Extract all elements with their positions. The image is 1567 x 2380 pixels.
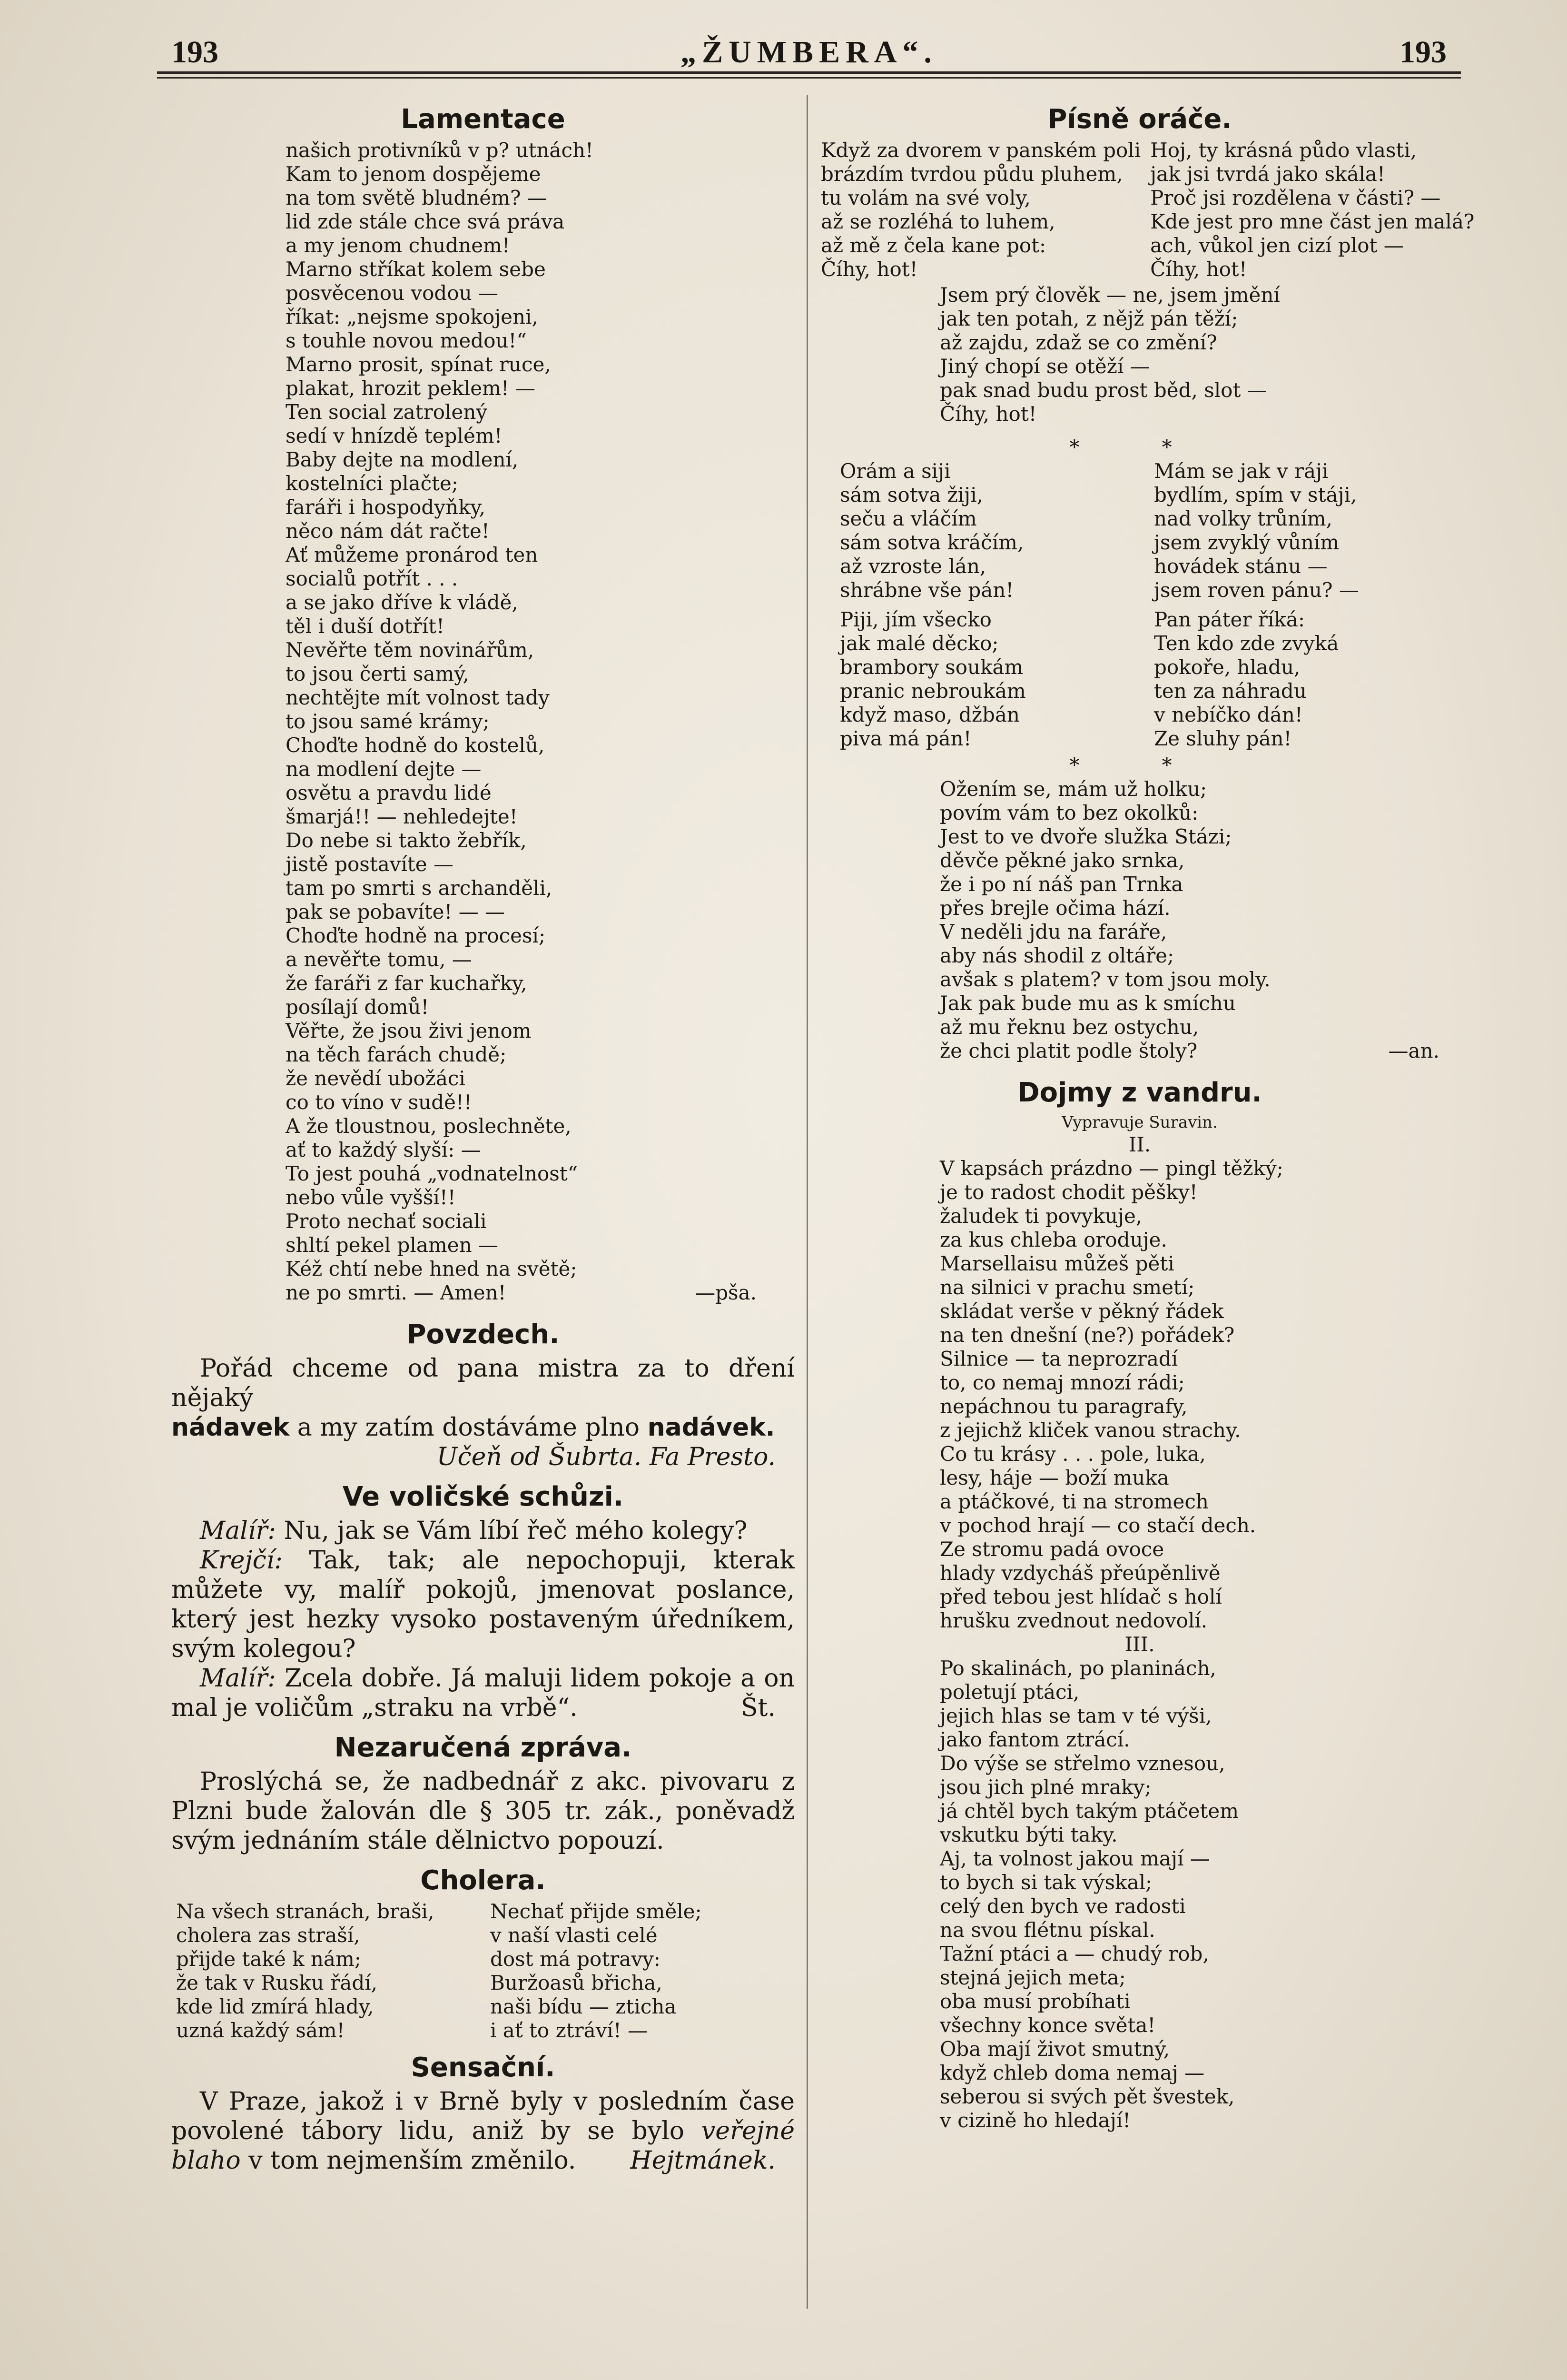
poem-column bbox=[821, 139, 1141, 281]
poem-two-columns bbox=[171, 1900, 795, 2043]
newspaper-title: „ŽUMBERA“. bbox=[680, 35, 937, 69]
verse-line: i ať to ztráví! — bbox=[490, 2019, 648, 2042]
poem-column bbox=[1150, 139, 1474, 281]
poem-column bbox=[1154, 608, 1459, 751]
verse-line: avšak s platem? v tom jsou moly. bbox=[940, 968, 1271, 991]
article-lamentace bbox=[171, 104, 795, 1305]
verse-line: bydlím, spím v stáji, bbox=[1154, 483, 1357, 506]
verse-line: já chtěl bych takým ptáčetem bbox=[940, 1799, 1239, 1823]
verse-line: a ptáčkové, ti na stromech bbox=[940, 1490, 1209, 1513]
verse-line: sedí v hnízdě teplém! bbox=[286, 424, 503, 447]
article-signature: Učeň od Šubrta. Fa Presto. bbox=[436, 1443, 776, 1471]
article-signature: Hejtmánek. bbox=[630, 2146, 776, 2175]
verse-line: Hoj, ty krásná půdo vlasti, bbox=[1150, 139, 1417, 162]
poem-two-columns bbox=[821, 139, 1475, 281]
verse-line: říkat: „nejsme spokojeni, bbox=[286, 305, 538, 328]
verse-line: že faráři z far kuchařky, bbox=[286, 972, 527, 995]
verse-line: A že tloustnou, poslechněte, bbox=[286, 1114, 572, 1138]
verse-line: Proč jsi rozdělena v části? — bbox=[1150, 186, 1441, 209]
article-byline: Vypravuje Suravin. bbox=[1062, 1113, 1218, 1132]
verse-line: posvěcenou vodou — bbox=[286, 281, 499, 305]
verse-line: uzná každý sám! bbox=[176, 2019, 345, 2042]
verse-line: nebo vůle vyšší!! bbox=[286, 1186, 456, 1209]
text-run: V Praze, jakož i v Brně byly v posledním čase povolené tábory lidu, aniž by se bylo bbox=[171, 2087, 795, 2145]
header-rule bbox=[157, 71, 1461, 74]
verse-line: osvětu a pravdu lidé bbox=[286, 781, 492, 804]
article-title: Cholera. bbox=[420, 1865, 546, 1896]
article-title: Nezaručená zpráva. bbox=[334, 1732, 632, 1763]
poem-body bbox=[821, 1157, 1459, 1633]
verse-line: před tebou jest hlídač s holí bbox=[940, 1585, 1222, 1608]
verse-line: že i po ní náš pan Trnka bbox=[940, 873, 1183, 896]
verse-line: našich protivníků v p? utnách! bbox=[286, 139, 593, 162]
verse-line: Marno prosit, spínat ruce, bbox=[286, 353, 551, 376]
article-sensacni bbox=[171, 2052, 795, 2175]
paragraph bbox=[171, 1413, 795, 1442]
verse-line: Ten social zatrolený bbox=[286, 400, 488, 424]
verse-line: ať to každý slyší: — bbox=[286, 1138, 481, 1161]
verse-line: všechny konce světa! bbox=[940, 2013, 1156, 2037]
verse-line: až vzroste lán, bbox=[840, 555, 986, 578]
verse-line: Jest to ve dvoře služka Stázi; bbox=[940, 825, 1232, 848]
verse-line: Tažní ptáci a — chudý rob, bbox=[940, 1942, 1209, 1965]
verse-line: když chleb doma nemaj — bbox=[940, 2061, 1205, 2084]
verse-line: Do výše se střelmo vznesou, bbox=[940, 1752, 1225, 1775]
verse-line: sám sotva žiji, bbox=[840, 483, 983, 506]
verse-line: cholera zas straší, bbox=[176, 1924, 360, 1947]
dialogue-line bbox=[171, 1664, 795, 1723]
verse-line: Piji, jím všecko bbox=[840, 608, 992, 631]
paragraph: Proslýchá se, že nadbednář z akc. pivovaru z Plzni bude žalován dle § 305 tr. zák., poněvadž svým jednáním stále dělnictvo popouzí. bbox=[171, 1767, 795, 1855]
bold-word: nadávek. bbox=[647, 1413, 775, 1442]
verse-line: Silnice — ta neprozradí bbox=[940, 1347, 1178, 1370]
verse-line: Ožením se, mám už holku; bbox=[940, 777, 1207, 801]
verse-line: že tak v Rusku řádí, bbox=[176, 1971, 377, 1994]
verse-line: nepáchnou tu paragrafy, bbox=[940, 1395, 1188, 1418]
article-pisne-orace bbox=[821, 104, 1475, 1063]
article-title: Písně oráče. bbox=[1047, 104, 1232, 135]
poem-column bbox=[840, 459, 1144, 602]
verse-line: plakat, hrozit peklem! — bbox=[286, 377, 536, 400]
speaker: Malíř: bbox=[200, 1517, 276, 1545]
verse-line: s touhle novou medou!“ bbox=[286, 329, 527, 352]
verse-line: jsem zvyklý vůním bbox=[1154, 531, 1340, 554]
text-run: a my zatím dostáváme plno bbox=[289, 1413, 648, 1442]
verse-line: Proto nechať sociali bbox=[286, 1210, 487, 1233]
verse-line: Pan páter říká: bbox=[1154, 608, 1305, 631]
section-number: III. bbox=[1124, 1633, 1155, 1656]
verse-line: to jsou samé krámy; bbox=[286, 710, 490, 733]
poem-two-columns bbox=[821, 608, 1459, 751]
section-divider: * * bbox=[1069, 754, 1210, 777]
verse-line: Buržoasů břicha, bbox=[490, 1971, 662, 1994]
verse-line: Věřte, že jsou živi jenom bbox=[286, 1019, 532, 1042]
verse-line: Choďte hodně do kostelů, bbox=[286, 734, 545, 757]
verse-line: Ten kdo zde zvyká bbox=[1154, 632, 1339, 655]
article-signature: —pša. bbox=[695, 1281, 757, 1304]
verse-line: ne po smrti. — Amen! bbox=[286, 1281, 506, 1304]
article-signature: Št. bbox=[740, 1694, 776, 1722]
verse-line: Na všech stranách, braši, bbox=[176, 1900, 434, 1923]
verse-line: těl i duší dotřít! bbox=[286, 615, 444, 638]
verse-line: Oba mají život smutný, bbox=[940, 2037, 1170, 2061]
column-divider bbox=[807, 95, 808, 2309]
verse-line: Mám se jak v ráji bbox=[1154, 459, 1329, 483]
verse-line: V kapsách prázdno — pingl těžký; bbox=[940, 1157, 1283, 1180]
verse-line: jak ten potah, z nějž pán těží; bbox=[940, 307, 1238, 330]
verse-line: seču a vláčím bbox=[840, 507, 977, 530]
poem-column bbox=[840, 608, 1144, 751]
article-povzdech bbox=[171, 1319, 795, 1472]
page-number-right: 193 bbox=[1399, 35, 1447, 69]
verse-line: brambory soukám bbox=[840, 655, 1024, 679]
verse-line: z jejichž kliček vanou strachy. bbox=[940, 1418, 1241, 1442]
verse-line: Jak pak bude mu as k smíchu bbox=[940, 992, 1236, 1015]
verse-line: Číhy, hot! bbox=[1150, 258, 1247, 281]
verse-line: Orám a siji bbox=[840, 459, 951, 483]
verse-line: naši bídu — zticha bbox=[490, 1995, 677, 2018]
verse-line: v cizině ho hledají! bbox=[940, 2109, 1131, 2132]
article-cholera bbox=[171, 1865, 795, 2043]
speech: Zcela dobře. Já maluji lidem pokoje a on mal je voličům „straku na vrbě“. bbox=[171, 1664, 795, 1722]
verse-line: Ať můžeme pronárod ten bbox=[286, 543, 538, 566]
verse-line: až mě z čela kane pot: bbox=[821, 234, 1046, 257]
verse-line: lid zde stále chce svá práva bbox=[286, 210, 565, 233]
article-title: Dojmy z vandru. bbox=[1017, 1077, 1262, 1108]
verse-line: je to radost chodit pěšky! bbox=[940, 1180, 1198, 1204]
article-body bbox=[171, 1767, 795, 1855]
verse-line: shrábne vše pán! bbox=[840, 578, 1014, 602]
verse-line: na silnici v prachu smetí; bbox=[940, 1276, 1195, 1299]
verse-line: Kam to jenom dospějeme bbox=[286, 162, 541, 186]
verse-line: povím vám to bez okolků: bbox=[940, 801, 1199, 824]
verse-line: tu volám na své voly, bbox=[821, 186, 1031, 209]
verse-line: když maso, džbán bbox=[840, 703, 1020, 726]
verse-line: Nevěřte těm novinářům, bbox=[286, 638, 534, 662]
verse-line: celý den bych ve radosti bbox=[940, 1894, 1186, 1918]
verse-line: vskutku býti taky. bbox=[940, 1823, 1118, 1846]
article-body bbox=[171, 2087, 795, 2175]
verse-line: nad volky trůním, bbox=[1154, 507, 1332, 530]
verse-line: jak jsi tvrdá jako skála! bbox=[1150, 162, 1385, 186]
verse-line: až mu řeknu bez ostychu, bbox=[940, 1015, 1199, 1039]
bold-word: nádavek bbox=[171, 1413, 290, 1442]
article-title: Lamentace bbox=[401, 104, 565, 135]
verse-line: co to víno v sudě!! bbox=[286, 1091, 472, 1114]
verse-line: Marsellaisu můžeš pěti bbox=[940, 1252, 1174, 1275]
verse-line: a nevěřte tomu, — bbox=[286, 948, 472, 971]
verse-line: za kus chleba oroduje. bbox=[940, 1228, 1167, 1251]
verse-line: aby nás shodil z oltáře; bbox=[940, 944, 1174, 967]
verse-line: v naší vlasti celé bbox=[490, 1924, 658, 1947]
section-number: II. bbox=[1128, 1133, 1151, 1156]
poem-column bbox=[490, 1900, 795, 2043]
verse-line: hrušku zvednout nedovolí. bbox=[940, 1609, 1208, 1632]
verse-line: na ten dnešní (ne?) pořádek? bbox=[940, 1323, 1235, 1347]
verse-line: brázdím tvrdou půdu pluhem, bbox=[821, 162, 1123, 186]
verse-line: Číhy, hot! bbox=[821, 258, 918, 281]
verse-line: Když za dvorem v panském poli bbox=[821, 139, 1141, 162]
verse-line: sám sotva kráčím, bbox=[840, 531, 1024, 554]
verse-line: Ze sluhy pán! bbox=[1154, 727, 1292, 750]
poem-stanza bbox=[821, 283, 1459, 426]
verse-line: že chci platit podle štoly? bbox=[940, 1039, 1198, 1062]
verse-line: jistě postavíte — bbox=[286, 853, 453, 876]
verse-line: pranic nebroukám bbox=[840, 679, 1026, 703]
verse-line: to, co nemaj mnozí rádi; bbox=[940, 1371, 1185, 1394]
verse-line: na modlení dejte — bbox=[286, 757, 482, 781]
verse-line: jejich hlas se tam v té výši, bbox=[940, 1704, 1212, 1727]
verse-line: na tom světě bludném? — bbox=[286, 186, 547, 209]
verse-line: piva má pán! bbox=[840, 727, 972, 750]
paragraph bbox=[171, 2087, 795, 2175]
verse-line: posílají domů! bbox=[286, 995, 429, 1019]
verse-line: lesy, háje — boží muka bbox=[940, 1466, 1169, 1489]
verse-line: pak se pobavíte! — — bbox=[286, 900, 505, 923]
verse-line: Po skalinách, po planinách, bbox=[940, 1656, 1216, 1680]
article-title: Povzdech. bbox=[406, 1319, 560, 1350]
verse-line: pokoře, hladu, bbox=[1154, 655, 1301, 679]
page-number-left: 193 bbox=[171, 35, 218, 69]
verse-line: faráři i hospodyňky, bbox=[286, 496, 486, 519]
verse-line: Aj, ta volnost jakou mají — bbox=[940, 1847, 1210, 1870]
right-column bbox=[821, 95, 1475, 2132]
verse-line: nechtějte mít volnost tady bbox=[286, 686, 550, 709]
speech: Nu, jak se Vám líbí řeč mého kolegy? bbox=[276, 1517, 748, 1545]
left-column bbox=[171, 95, 795, 2175]
verse-line: ten za náhradu bbox=[1154, 679, 1307, 703]
poem-column bbox=[176, 1900, 481, 2043]
verse-line: hovádek stánu — bbox=[1154, 555, 1328, 578]
verse-line: až se rozléhá to luhem, bbox=[821, 210, 1055, 233]
verse-line: Jiný chopí se otěží — bbox=[940, 355, 1150, 378]
verse-line: shltí pekel plamen — bbox=[286, 1233, 498, 1257]
verse-line: přijde také k nám; bbox=[176, 1947, 361, 1971]
verse-line: děvče pěkné jako srnka, bbox=[940, 849, 1185, 872]
verse-line: na těch farách chudě; bbox=[286, 1043, 507, 1066]
verse-line: to jsou čerti samý, bbox=[286, 662, 469, 685]
article-title: Sensační. bbox=[411, 2052, 555, 2083]
speech: Tak, tak; ale nepochopuji, kterak můžete vy, malíř pokojů, jmenovat poslance, který jest hezky vysoko postaveným úředníkem, svým kolegou? bbox=[171, 1546, 795, 1663]
verse-line: žaludek ti povykuje, bbox=[940, 1204, 1143, 1228]
article-signature: —an. bbox=[1388, 1039, 1439, 1062]
verse-line: V neděli jdu na faráře, bbox=[940, 920, 1167, 943]
article-dojmy-z-vandru bbox=[821, 1077, 1459, 2132]
article-body bbox=[171, 1516, 795, 1723]
verse-line: poletují ptáci, bbox=[940, 1680, 1080, 1704]
verse-line: ach, vůkol jen cizí plot — bbox=[1150, 234, 1404, 257]
verse-line: tam po smrti s archanděli, bbox=[286, 876, 552, 900]
verse-line: Jsem prý člověk — ne, jsem jmění bbox=[940, 283, 1280, 307]
verse-line: To jest pouhá „vodnatelnost“ bbox=[286, 1162, 578, 1185]
article-volicska-schuze bbox=[171, 1481, 795, 1723]
dialogue-line bbox=[171, 1516, 795, 1546]
italic-run: veřejné blaho bbox=[171, 2117, 795, 2175]
verse-line: přes brejle očima hází. bbox=[940, 896, 1171, 920]
verse-line: a my jenom chudnem! bbox=[286, 234, 510, 257]
article-title: Ve voličské schůzi. bbox=[342, 1481, 624, 1512]
poem-column bbox=[1154, 459, 1459, 602]
verse-line: a se jako dříve k vládě, bbox=[286, 591, 518, 614]
paragraph: Pořád chceme od pana mistra za to dření nějaký bbox=[171, 1354, 795, 1412]
verse-line: Kde jest pro mne část jen malá? bbox=[1150, 210, 1475, 233]
dialogue-line bbox=[171, 1546, 795, 1664]
verse-line: Choďte hodně na procesí; bbox=[286, 924, 546, 947]
verse-line: v pochod hrají — co stačí dech. bbox=[940, 1514, 1256, 1537]
verse-line: kde lid zmírá hlady, bbox=[176, 1995, 374, 2018]
verse-line: kostelníci plačte; bbox=[286, 472, 459, 495]
verse-line: jsem roven pánu? — bbox=[1154, 578, 1359, 602]
poem-stanza bbox=[821, 777, 1459, 1063]
verse-line: jako fantom ztrácí. bbox=[940, 1728, 1130, 1751]
verse-line: oba musí probíhati bbox=[940, 1990, 1131, 2013]
verse-line: seberou si svých pět švestek, bbox=[940, 2085, 1235, 2108]
verse-line: Číhy, hot! bbox=[940, 402, 1037, 426]
speaker: Malíř: bbox=[200, 1664, 276, 1693]
poem-two-columns bbox=[821, 459, 1459, 602]
verse-line: skládat verše v pěkný řádek bbox=[940, 1299, 1224, 1323]
verse-line: to bych si tak výskal; bbox=[940, 1871, 1153, 1894]
text-run: v tom nejmenším změnilo. bbox=[240, 2146, 576, 2175]
header-rule-thin bbox=[157, 77, 1461, 79]
verse-line: stejná jejich meta; bbox=[940, 1966, 1126, 1989]
poem-body bbox=[171, 139, 795, 1305]
section-divider: * * bbox=[1069, 436, 1210, 459]
article-nezarucena-zprava bbox=[171, 1732, 795, 1855]
verse-line: v nebíčko dán! bbox=[1154, 703, 1303, 726]
verse-line: jak malé děcko; bbox=[840, 632, 999, 655]
verse-line: něco nám dát račte! bbox=[286, 519, 490, 543]
verse-line: Marno stříkat kolem sebe bbox=[286, 258, 546, 281]
verse-line: až zajdu, zdaž se co změní? bbox=[940, 331, 1217, 354]
verse-line: šmarjá!! — nehledejte! bbox=[286, 805, 518, 828]
verse-line: Baby dejte na modlení, bbox=[286, 448, 519, 471]
verse-line: socialů potřít . . . bbox=[286, 567, 458, 590]
verse-line: Ze stromu padá ovoce bbox=[940, 1537, 1164, 1561]
verse-line: na svou flétnu pískal. bbox=[940, 1918, 1155, 1942]
poem-body bbox=[821, 1656, 1459, 2132]
verse-line: Do nebe si takto žebřík, bbox=[286, 829, 527, 852]
verse-line: jsou jich plné mraky; bbox=[940, 1775, 1152, 1799]
verse-line: pak snad budu prost běd, slot — bbox=[940, 378, 1267, 402]
verse-line: Nechať přijde směle; bbox=[490, 1900, 702, 1923]
verse-line: hlady vzdycháš přeúpěnlivě bbox=[940, 1561, 1221, 1585]
speaker: Krejčí: bbox=[200, 1546, 283, 1575]
verse-line: dost má potravy: bbox=[490, 1947, 660, 1971]
verse-line: Co tu krásy . . . pole, luka, bbox=[940, 1442, 1206, 1466]
verse-line: že nevědí ubožáci bbox=[286, 1067, 465, 1090]
verse-line: Kéž chtí nebe hned na světě; bbox=[286, 1257, 577, 1280]
article-body bbox=[171, 1354, 795, 1472]
